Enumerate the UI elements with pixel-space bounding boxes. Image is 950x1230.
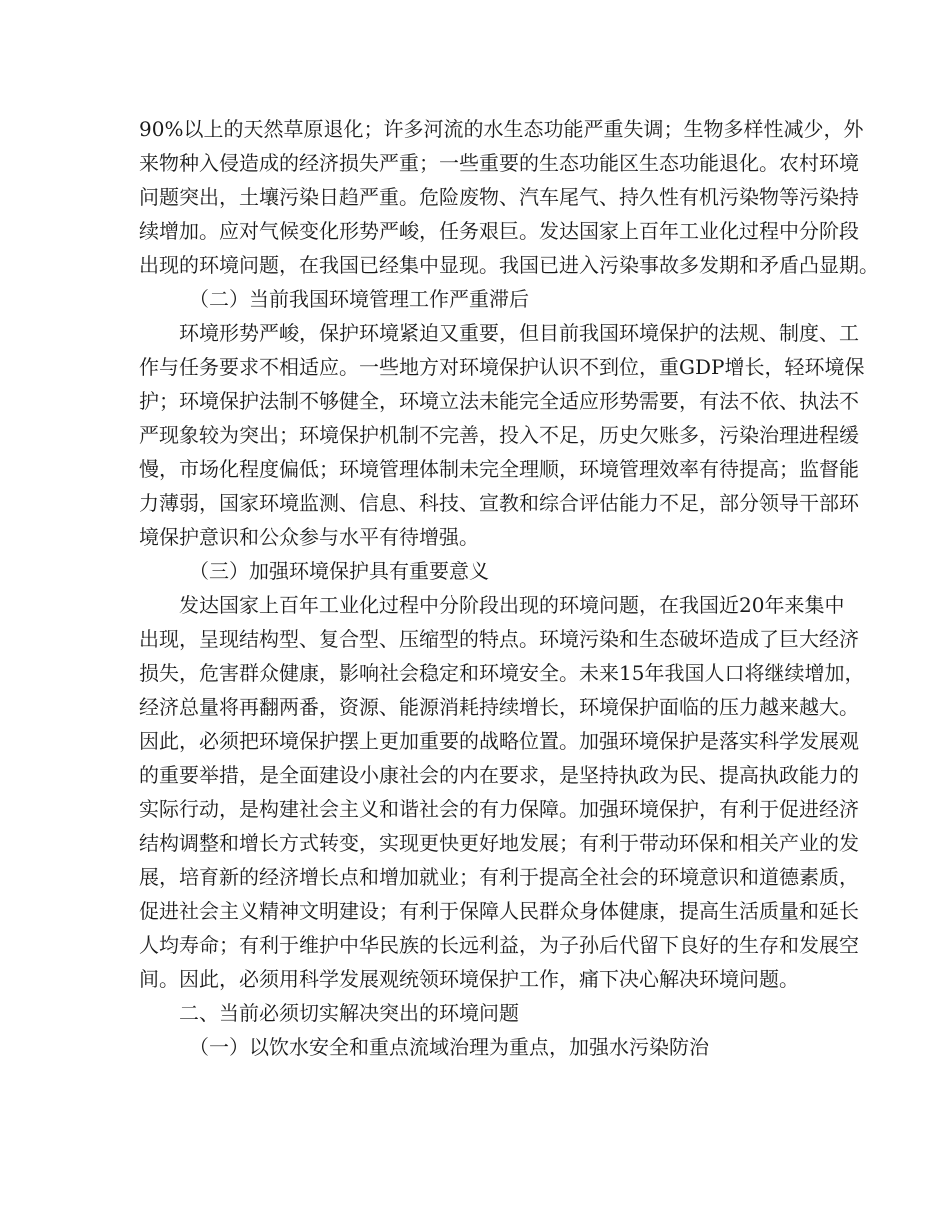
paragraph-line: 问题突出，土壤污染日趋严重。危险废物、汽车尾气、持久性有机污染物等污染持 — [139, 185, 859, 209]
paragraph-line: 展，培育新的经济增长点和增加就业；有利于提高全社会的环境意识和道德素质， — [139, 865, 859, 889]
paragraph-line: 90%以上的天然草原退化；许多河流的水生态功能严重失调；生物多样性减少，外 — [139, 117, 864, 141]
paragraph-line: 的重要举措，是全面建设小康社会的内在要求，是坚持执政为民、提高执政能力的 — [139, 763, 859, 787]
paragraph-line: 续增加。应对气候变化形势严峻，任务艰巨。发达国家上百年工业化过程中分阶段 — [139, 219, 859, 243]
paragraph-line: 因此，必须把环境保护摆上更加重要的战略位置。加强环境保护是落实科学发展观 — [139, 729, 859, 753]
section-heading: （二）当前我国环境管理工作严重滞后 — [189, 287, 529, 311]
paragraph-line: 环境形势严峻，保护环境紧迫又重要，但目前我国环境保护的法规、制度、工 — [179, 321, 859, 345]
paragraph-line: 促进社会主义精神文明建设；有利于保障人民群众身体健康，提高生活质量和延长 — [139, 899, 859, 923]
paragraph-line: 慢，市场化程度偏低；环境管理体制未完全理顺，环境管理效率有待提高；监督能 — [139, 457, 859, 481]
paragraph-line: 人均寿命；有利于维护中华民族的长远利益，为子孙后代留下良好的生存和发展空 — [139, 933, 859, 957]
section-heading: 二、当前必须切实解决突出的环境问题 — [179, 1001, 519, 1025]
paragraph-line: 结构调整和增长方式转变，实现更快更好地发展；有利于带动环保和相关产业的发 — [139, 831, 859, 855]
paragraph-line: 境保护意识和公众参与水平有待增强。 — [139, 525, 479, 549]
paragraph-line: 发达国家上百年工业化过程中分阶段出现的环境问题，在我国近20年来集中 — [179, 593, 845, 617]
paragraph-line: 损失，危害群众健康，影响社会稳定和环境安全。未来15年我国人口将继续增加， — [139, 661, 865, 685]
paragraph-line: 出现的环境问题，在我国已经集中显现。我国已进入污染事故多发期和矛盾凸显期。 — [139, 253, 879, 277]
paragraph-line: 护；环境保护法制不够健全，环境立法未能完全适应形势需要，有法不依、执法不 — [139, 389, 859, 413]
section-heading: （一）以饮水安全和重点流域治理为重点，加强水污染防治 — [189, 1035, 709, 1059]
paragraph-line: 间。因此，必须用科学发展观统领环境保护工作，痛下决心解决环境问题。 — [139, 967, 799, 991]
paragraph-line: 来物种入侵造成的经济损失严重；一些重要的生态功能区生态功能退化。农村环境 — [139, 151, 859, 175]
paragraph-line: 出现，呈现结构型、复合型、压缩型的特点。环境污染和生态破坏造成了巨大经济 — [139, 627, 859, 651]
paragraph-line: 实际行动，是构建社会主义和谐社会的有力保障。加强环境保护，有利于促进经济 — [139, 797, 859, 821]
section-heading: （三）加强环境保护具有重要意义 — [189, 559, 489, 583]
paragraph-line: 力薄弱，国家环境监测、信息、科技、宣教和综合评估能力不足，部分领导干部环 — [139, 491, 859, 515]
paragraph-line: 作与任务要求不相适应。一些地方对环境保护认识不到位，重GDP增长，轻环境保 — [139, 355, 865, 379]
paragraph-line: 经济总量将再翻两番，资源、能源消耗持续增长，环境保护面临的压力越来越大。 — [139, 695, 859, 719]
paragraph-line: 严现象较为突出；环境保护机制不完善，投入不足，历史欠账多，污染治理进程缓 — [139, 423, 859, 447]
